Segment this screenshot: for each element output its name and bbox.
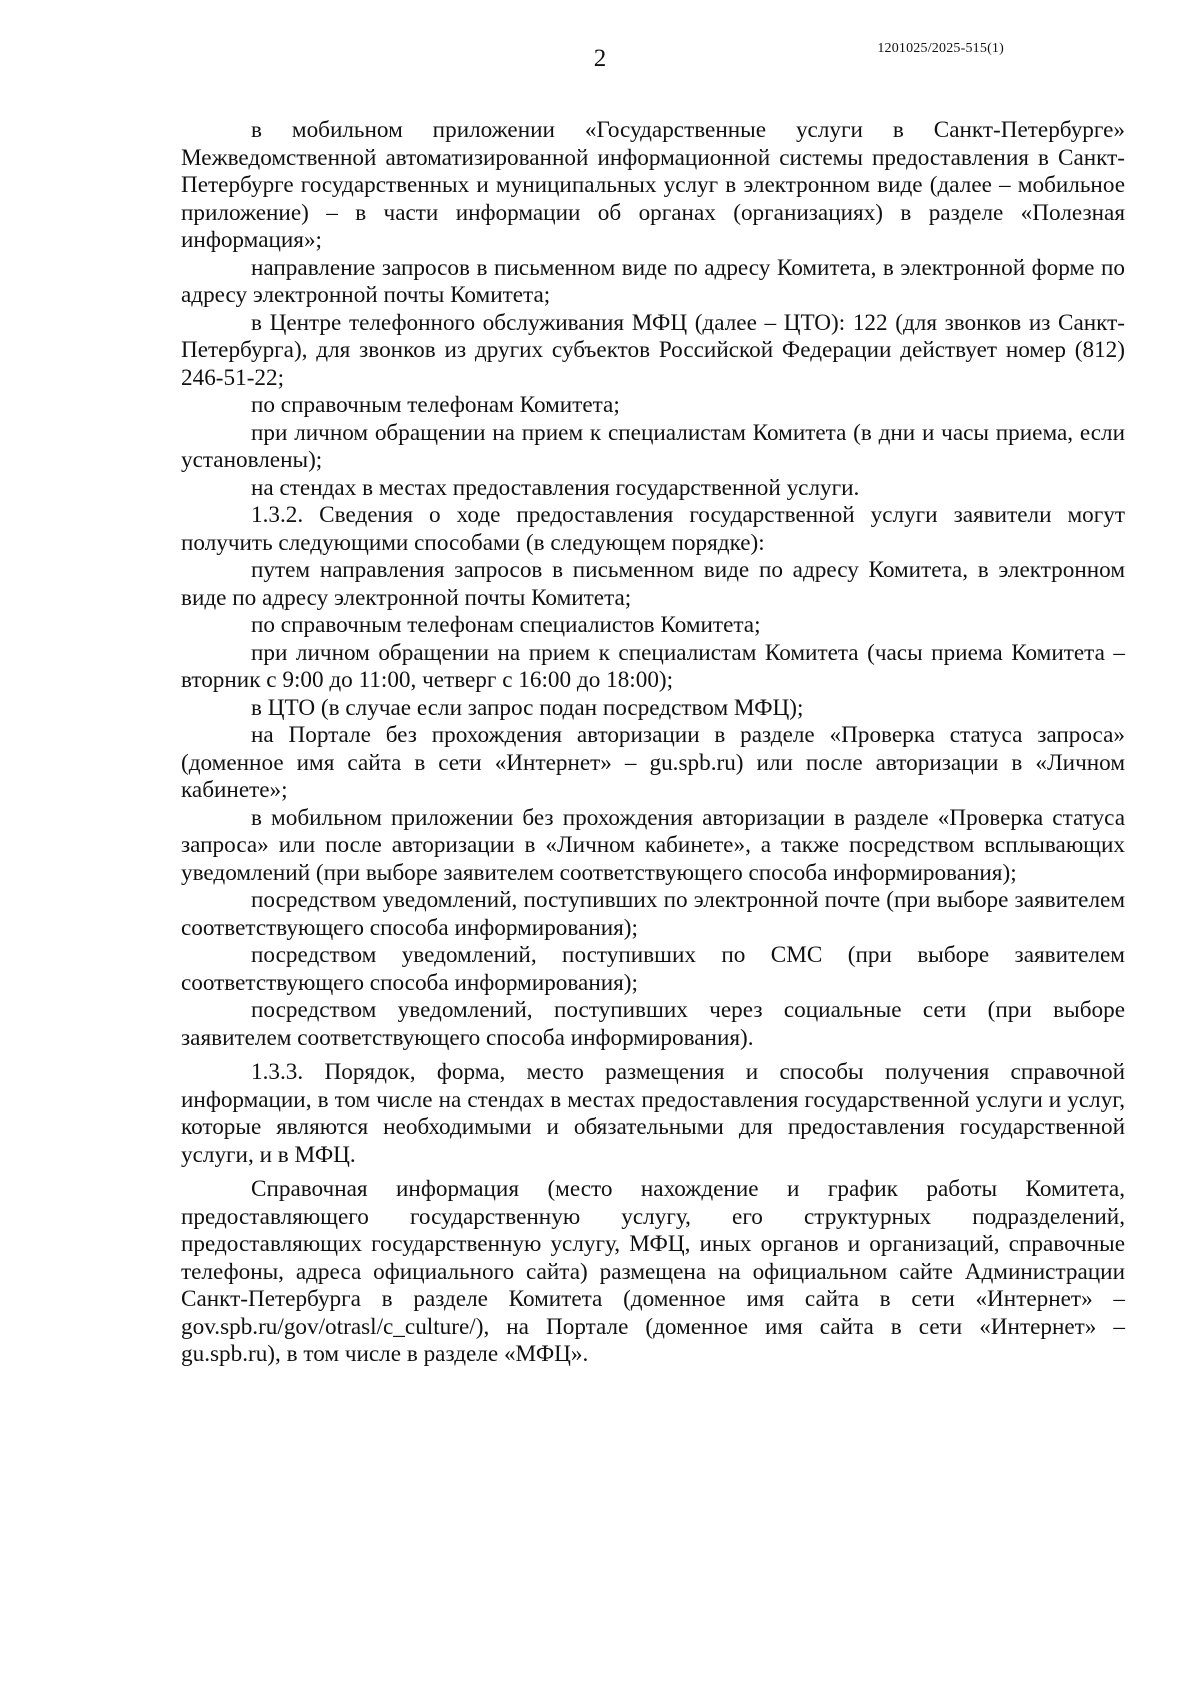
paragraph-reference-info: Справочная информация (место нахождение и график работы Комитета, предоставляющего государственную услугу, его структурных подразделений, предоставляющих государственную услугу, МФЦ, иных органов и организаций, справочные телефоны, адреса официального сайта) размещена на официальном сайте Администрации Санкт-Петербурга в разделе Комитета (доменное имя сайта в сети «Интернет» – gov.spb.ru/gov/otrasl/c_culture/), на Портале (доменное имя сайта в сети «Интернет» – gu.spb.ru), в том числе в разделе «МФЦ».: [181, 1176, 1125, 1367]
paragraph-mobile-app: в мобильном приложении «Государственные услуги в Санкт-Петербурге» Межведомственной автоматизированной информационной системы предоставления в Санкт-Петербурге государственных и муниципальных услуг в электронном виде (далее – мобильное приложение) – в части информации об органах (организациях) в разделе «Полезная информация»;: [181, 117, 1125, 253]
paragraph-status-sms: посредством уведомлений, поступивших по СМС (при выборе заявителем соответствующего способа информирования);: [181, 942, 1125, 996]
paragraph-status-personal-visit: при личном обращении на прием к специалистам Комитета (часы приема Комитета – вторник с 9:00 до 11:00, четверг с 16:00 до 18:00);: [181, 639, 1125, 693]
paragraph-status-cto: в ЦТО (в случае если запрос подан посредством МФЦ);: [251, 694, 804, 721]
paragraph-status-email: посредством уведомлений, поступивших по электронной почте (при выборе заявителем соответствующего способа информирования);: [181, 887, 1125, 941]
document-reference-number: 1201025/2025-515(1): [877, 41, 1004, 56]
document-body: [181, 117, 1125, 1369]
paragraph-status-phones: по справочным телефонам специалистов Комитета;: [251, 612, 761, 638]
paragraph-reference-phones: по справочным телефонам Комитета;: [251, 392, 620, 418]
paragraph-status-written-requests: путем направления запросов в письменном виде по адресу Комитета, в электронном виде по адресу электронной почты Комитета;: [181, 557, 1125, 611]
section-1-3-3: 1.3.3. Порядок, форма, место размещения и способы получения справочной информации, в том числе на стендах в местах предоставления государственной услуги и услуг, которые являются необходимыми и обязательными для предоставления государственной услуги, и в МФЦ.: [181, 1059, 1125, 1168]
paragraph-status-social: посредством уведомлений, поступивших через социальные сети (при выборе заявителем соответствующего способа информирования).: [181, 997, 1125, 1051]
section-1-3-2: 1.3.2. Сведения о ходе предоставления государственной услуги заявители могут получить следующими способами (в следующем порядке):: [181, 502, 1125, 556]
paragraph-call-center: в Центре телефонного обслуживания МФЦ (далее – ЦТО): 122 (для звонков из Санкт-Петербурга), для звонков из других субъектов Российской Федерации действует номер (812) 246-51-22;: [181, 309, 1125, 391]
paragraph-personal-visit: при личном обращении на прием к специалистам Комитета (в дни и часы приема, если установлены);: [181, 419, 1125, 473]
paragraph-stands: на стендах в местах предоставления государственной услуги.: [251, 474, 860, 501]
paragraph-written-requests: направление запросов в письменном виде по адресу Комитета, в электронной форме по адресу электронной почты Комитета;: [181, 254, 1125, 308]
page-number: 2: [593, 45, 607, 72]
paragraph-status-mobile-app: в мобильном приложении без прохождения авторизации в разделе «Проверка статуса запроса» или после авторизации в «Личном кабинете», а также посредством всплывающих уведомлений (при выборе заявителем соответствующего способа информирования);: [181, 804, 1125, 886]
paragraph-status-portal: на Портале без прохождения авторизации в разделе «Проверка статуса запроса» (доменное имя сайта в сети «Интернет» – gu.spb.ru) или после авторизации в «Личном кабинете»;: [181, 722, 1125, 803]
